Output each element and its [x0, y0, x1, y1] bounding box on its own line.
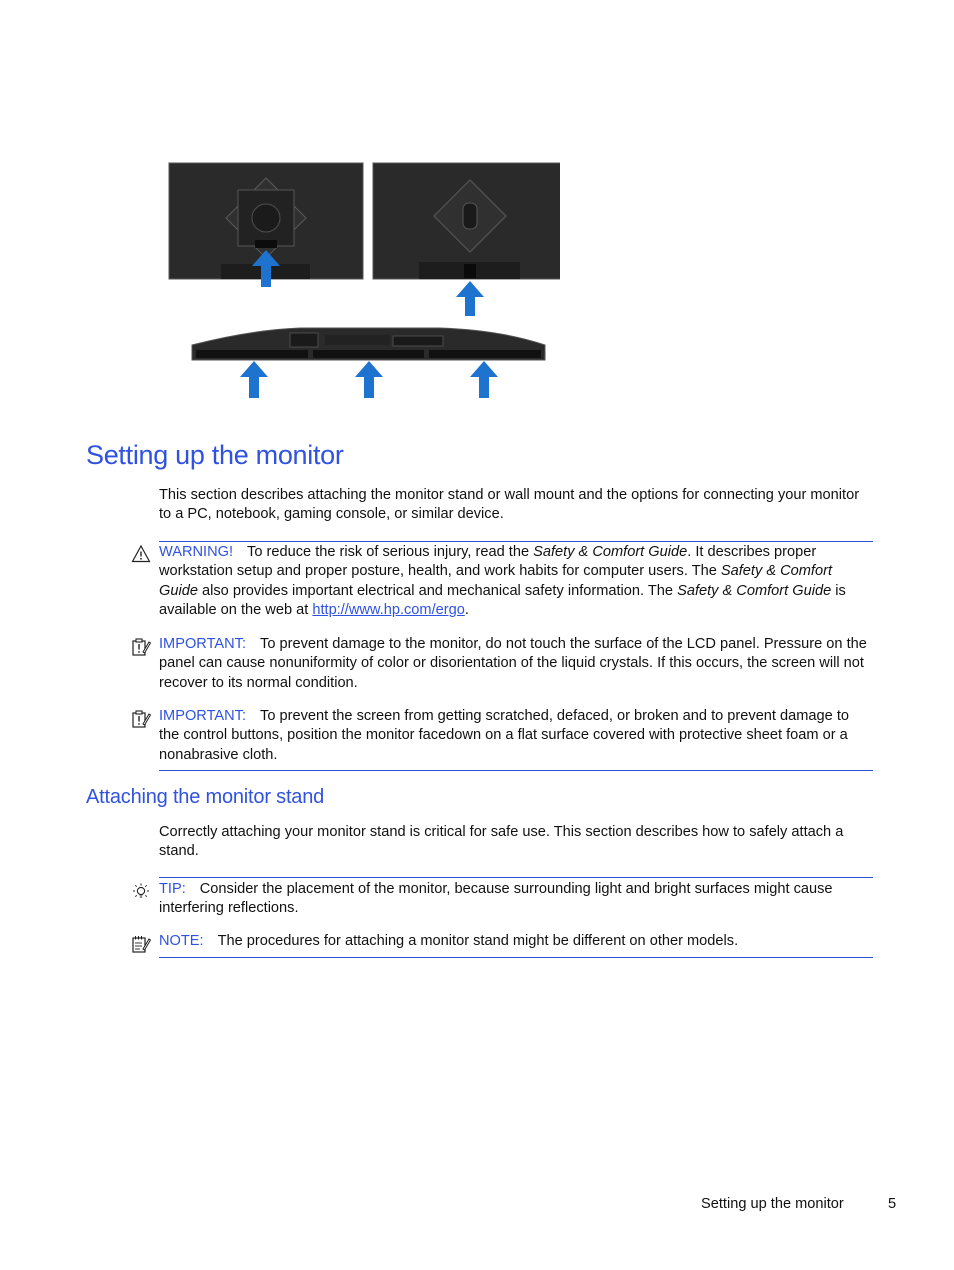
important-icon: [131, 709, 151, 729]
warning-note: WARNING! To reduce the risk of serious injury, read the Safety & Comfort Guide. It describes proper workstation setup and proper posture, health, and work habits for computer users. The Safety & Comfort Guide also provides important electrical and mechanical safety information. The Safety & Comfort Guide is available on the web at http://www.hp.com/ergo.: [159, 544, 846, 619]
monitor-bottom-view: [192, 328, 545, 360]
footer-section-title: Setting up the monitor: [701, 1196, 844, 1212]
important-icon: [131, 637, 151, 657]
arrow-up-icon: [240, 361, 268, 398]
important-note: IMPORTANT: To prevent the screen from getting scratched, defaced, or broken and to prevent damage to the control buttons, position the monitor facedown on a flat surface covered with protective sheet foam or a nonabrasive cloth.: [159, 708, 849, 763]
intro-paragraph: This section describes attaching the monitor stand or wall mount and the options for connecting your monitor to a PC, notebook, gaming console, or similar device.: [159, 487, 860, 523]
divider: [159, 877, 873, 878]
section-intro: Correctly attaching your monitor stand is critical for safe use. This section describes how to safely attach a stand.: [159, 824, 844, 860]
monitor-back-right: [373, 163, 560, 279]
warning-label: WARNING!: [159, 544, 234, 560]
note-note: NOTE: The procedures for attaching a monitor stand might be different on other models.: [159, 933, 739, 949]
important-note: IMPORTANT: To prevent damage to the monitor, do not touch the surface of the LCD panel. Pressure on the panel can cause nonuniformity of color or disorientation of the liquid crystals. If this occurs, the screen will not recover to its normal condition.: [159, 636, 867, 691]
arrow-up-icon: [470, 361, 498, 398]
monitor-illustration: [160, 155, 560, 405]
tip-icon: [131, 882, 151, 902]
tip-note: TIP: Consider the placement of the monitor, because surrounding light and bright surfaces might cause interfering reflections.: [159, 881, 833, 917]
warning-icon: [131, 544, 151, 564]
note-label: NOTE:: [159, 933, 204, 949]
note-icon: [131, 934, 151, 954]
important-label: IMPORTANT:: [159, 708, 247, 724]
important-label: IMPORTANT:: [159, 636, 247, 652]
page-title: Setting up the monitor: [86, 440, 344, 470]
section-title: Attaching the monitor stand: [86, 786, 325, 808]
arrow-up-icon: [456, 281, 484, 316]
page-number: 5: [888, 1196, 897, 1212]
tip-label: TIP:: [159, 881, 186, 897]
divider: [159, 541, 873, 542]
divider: [159, 957, 873, 958]
divider: [159, 770, 873, 771]
arrow-up-icon: [355, 361, 383, 398]
ergo-link[interactable]: http://www.hp.com/ergo: [312, 602, 465, 619]
